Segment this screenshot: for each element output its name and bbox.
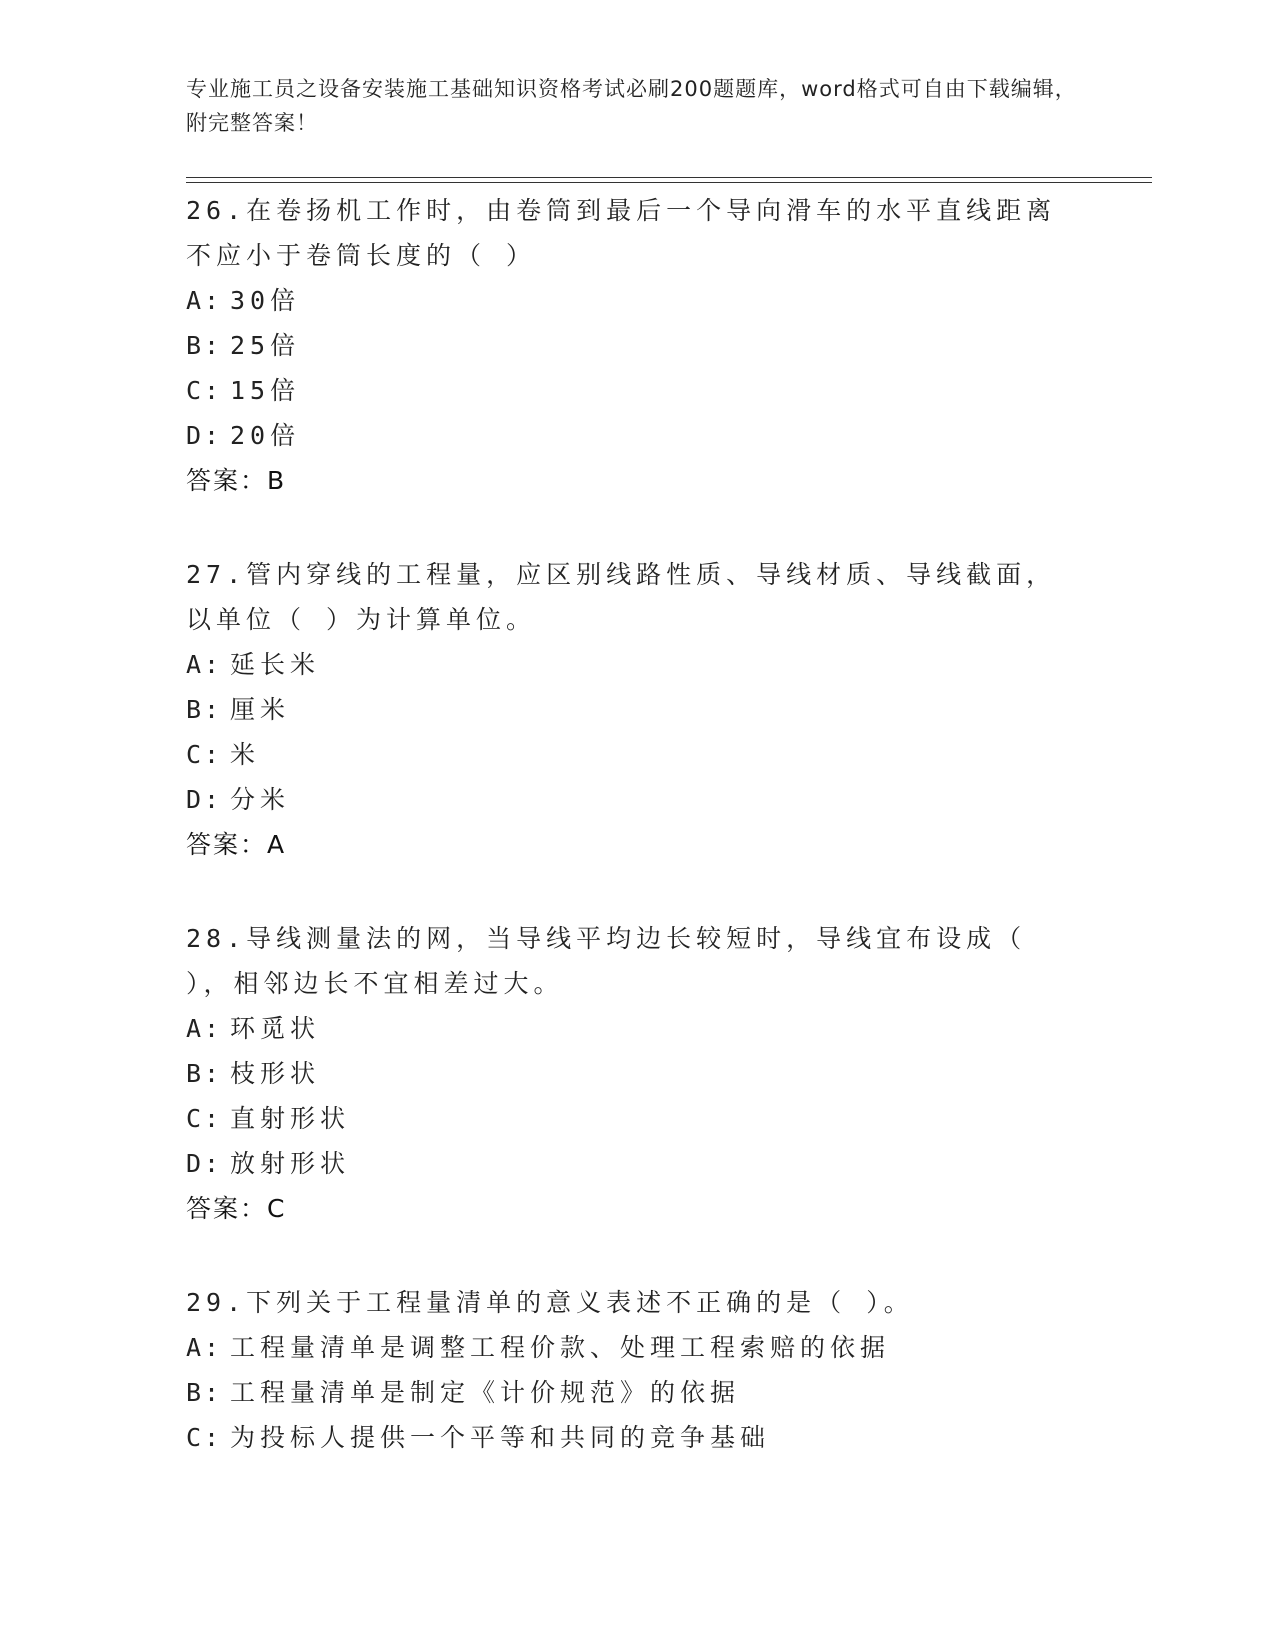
answer-line (186, 822, 1086, 867)
answer-line (186, 458, 1086, 503)
answer-line (186, 1186, 1086, 1231)
option-text: 分米 (230, 785, 291, 814)
option-letter: C: (186, 376, 223, 405)
option-text: 工程量清单是调整工程价款、处理工程索赔的依据 (230, 1333, 891, 1362)
answer-value: B (267, 466, 285, 495)
option-letter: D: (186, 785, 223, 814)
option-b (186, 323, 1086, 368)
answer-label: 答案： (186, 466, 268, 495)
option-text: 厘米 (230, 695, 291, 724)
option-d (186, 777, 1086, 822)
option-a (186, 1325, 1086, 1370)
answer-label: 答案： (186, 1194, 268, 1223)
option-text: 25倍 (230, 331, 301, 360)
option-letter: B: (186, 1059, 223, 1088)
option-text: 为投标人提供一个平等和共同的竞争基础 (230, 1423, 771, 1452)
option-a (186, 278, 1086, 323)
option-a (186, 642, 1086, 687)
question-stem: 27.管内穿线的工程量，应区别线路性质、导线材质、导线截面，以单位（ ）为计算单位。 (186, 560, 1057, 634)
option-b (186, 1370, 1086, 1415)
option-a (186, 1006, 1086, 1051)
option-letter: A: (186, 1014, 223, 1043)
option-letter: C: (186, 1423, 223, 1452)
option-text: 直射形状 (230, 1104, 351, 1133)
option-b (186, 1051, 1086, 1096)
option-text: 环觅状 (230, 1014, 321, 1043)
option-letter: A: (186, 1333, 223, 1362)
question-28 (186, 916, 1086, 1231)
option-text: 延长米 (230, 650, 321, 679)
option-letter: B: (186, 331, 223, 360)
option-letter: C: (186, 1104, 223, 1133)
option-letter: A: (186, 650, 223, 679)
question-stem: 28.导线测量法的网，当导线平均边长较短时，导线宜布设成（ ），相邻边长不宜相差过大。 (186, 924, 1027, 998)
option-text: 30倍 (230, 286, 301, 315)
answer-value: C (267, 1194, 285, 1223)
option-text: 枝形状 (230, 1059, 321, 1088)
option-letter: A: (186, 286, 223, 315)
option-d (186, 413, 1086, 458)
question-27 (186, 552, 1086, 867)
document-header: 专业施工员之设备安装施工基础知识资格考试必刷200题题库，word格式可自由下载编辑，附完整答案！ (186, 77, 1077, 135)
option-letter: D: (186, 1149, 223, 1178)
header-divider-bottom (186, 182, 1152, 183)
option-c (186, 368, 1086, 413)
option-letter: B: (186, 695, 223, 724)
option-d (186, 1141, 1086, 1186)
question-stem: 29.下列关于工程量清单的意义表述不正确的是（ ）。 (186, 1288, 914, 1317)
option-letter: D: (186, 421, 223, 450)
option-text: 放射形状 (230, 1149, 351, 1178)
option-c (186, 1415, 1086, 1460)
question-29 (186, 1280, 1086, 1460)
answer-value: A (267, 830, 285, 859)
option-c (186, 732, 1086, 777)
question-stem: 26.在卷扬机工作时，由卷筒到最后一个导向滑车的水平直线距离不应小于卷筒长度的（ ） (186, 196, 1057, 270)
option-text: 米 (230, 740, 261, 769)
option-text: 15倍 (230, 376, 301, 405)
option-text: 20倍 (230, 421, 301, 450)
header-divider-top (186, 177, 1152, 178)
option-b (186, 687, 1086, 732)
question-26 (186, 188, 1086, 503)
option-letter: B: (186, 1378, 223, 1407)
answer-label: 答案： (186, 830, 268, 859)
option-text: 工程量清单是制定《计价规范》的依据 (230, 1378, 741, 1407)
option-letter: C: (186, 740, 223, 769)
option-c (186, 1096, 1086, 1141)
